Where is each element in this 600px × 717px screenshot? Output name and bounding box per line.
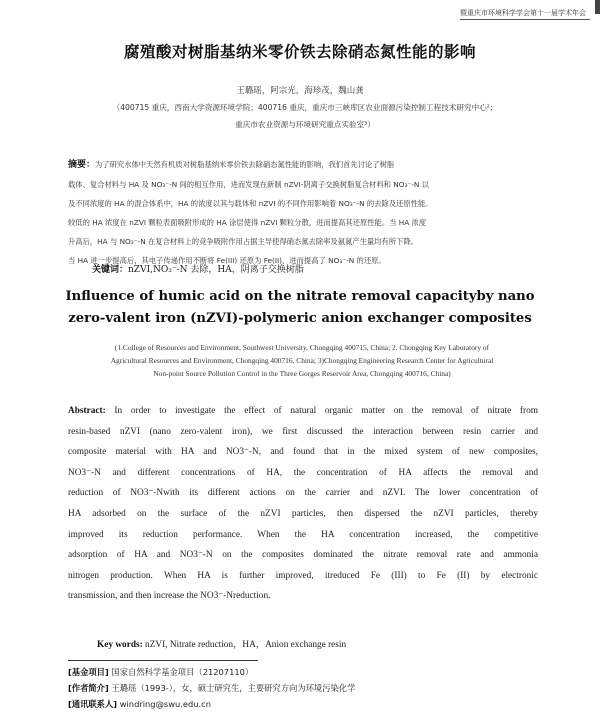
- title-english-line2: zero-valent iron (nZVI)-polymeric anion exchanger composites: [68, 311, 532, 326]
- abstract-chinese-line: 载体、复合材料与 HA 及 NO₃⁻-N 间的相互作用，进而发现在新制 nZVI-阴离子交换树脂复合材料和 NO₃⁻-N 以: [68, 180, 429, 189]
- footnote-fund: [基金项目] 国家自然科学基金项目（21207110）: [68, 667, 254, 677]
- abstract-english-line: Abstract: In order to investigate the effect of natural organic matter on the removal of nitrate from: [68, 406, 538, 416]
- abstract-english-line: resin-based nZVI (nano zero-valent iron), we first discussed the interaction between resin carrier and: [68, 426, 538, 437]
- keywords-english: [97, 636, 346, 650]
- footnote-rule: [68, 660, 258, 661]
- page-edge-marker: [595, 0, 600, 14]
- abstract-english-label: Abstract:: [68, 406, 106, 416]
- footnote-author-label: [作者简介]: [68, 683, 109, 693]
- abstract-english: [68, 401, 538, 607]
- keywords-chinese-label: 关键词：: [92, 265, 129, 275]
- abstract-english-line: composite material with HA and NO3⁻-N, and found that in the mixed system of new composites,: [68, 447, 538, 458]
- keywords-english-text: nZVI, Nitrate reduction，HA，Anion exchange resin: [145, 640, 347, 650]
- header-rule: [460, 19, 590, 20]
- affiliation-english-line1: (1.College of Resources and Environment, Southwest University, Chongqing 400715, China; 2. Chongqing Key Laboratory of: [114, 343, 490, 352]
- abstract-chinese-line: 当 HA 进一步提高后，其电子传递作用不断将 Fe(III) 还原为 Fe(II)，进而提高了 NO₃⁻-N 的还原。: [68, 256, 386, 265]
- contact-email: windring@swu.edu.cn: [119, 699, 211, 709]
- affiliation-chinese-line2: 重庆市农业资源与环境研究重点实验室³）: [235, 120, 375, 129]
- abstract-english-line: NO3⁻-N and different concentrations of HA, the concentration of HA affects the removal and: [68, 467, 538, 478]
- footnote-author: [作者简介] 王璐瑶（1993-），女，硕士研究生，主要研究方向为环境污染化学: [68, 683, 356, 693]
- keywords-chinese: [92, 262, 304, 275]
- abstract-chinese: [68, 155, 536, 270]
- title-chinese: 腐殖酸对树脂基纳米零价铁去除硝态氮性能的影响: [123, 43, 476, 61]
- abstract-english-line: reduction of NO3⁻-Nwith its different actions on the carrier and nZVI. The lower concentration of: [68, 488, 538, 499]
- footnote-contact: [68, 698, 211, 710]
- abstract-chinese-line: 及不同浓度的 HA 的混合体系中，HA 的浓度以其与载体和 nZVI 的不同作用影响着 NO₃⁻-N 的去除及还原性能。: [68, 199, 433, 208]
- abstract-english-line: transmission, and then increase the NO3⁻-Nreduction.: [68, 591, 271, 602]
- affiliation-chinese-line1: （400715 重庆，西南大学资源环境学院；400716 重庆，重庆市三峡库区农业面源污染控制工程技术研究中心²；: [112, 103, 498, 112]
- keywords-english-label: Key words:: [97, 640, 143, 650]
- abstract-english-line: nitrogen production. When HA is further improved, itreduced Fe (III) to Fe (II) by electronic: [68, 570, 538, 581]
- affiliation-english-line3: Non-point Source Pollution Control in the Three Gorges Reservoir Area, Chongqing 400716, China): [153, 369, 451, 378]
- abstract-chinese-line: 摘要：为了研究水体中天然有机质对树脂基纳米零价铁去除硝态氮性能的影响，我们首先讨论了树脂: [68, 160, 395, 170]
- abstract-chinese-line: 较低的 HA 浓度在 nZVI 颗粒表面吸附形成的 HA 涂层使得 nZVI 颗粒分散，进而提高其还原性能。当 HA 浓度: [68, 218, 427, 227]
- abstract-chinese-line: 升高后，HA 与 NO₃⁻-N 在复合材料上的竞争吸附作用占据主导使得硝态氮去除率及氨氮产生量均有所下降。: [68, 237, 418, 246]
- abstract-english-line: HA adsorbed on the surface of the nZVI particles, then dispersed the nZVI particles, thereby: [68, 508, 538, 519]
- affiliation-english-line2: Agricultural Resources and Environment, Chongqing 400716, China; 3)Chongqing Engineering Research Center for Agricultural: [110, 356, 494, 365]
- authors-chinese: 王璐瑶，阿宗光，海珍茂，魏山龚: [236, 86, 364, 96]
- abstract-english-line: improved its reduction performance. When the HA concentration increased, the competitive: [68, 529, 538, 540]
- footnote-fund-label: [基金项目]: [68, 667, 109, 677]
- keywords-chinese-text: nZVI,NO₃⁻-N 去除，HA，阴离子交换树脂: [128, 265, 304, 275]
- abstract-chinese-label: 摘要：: [68, 160, 96, 170]
- footnote-contact-label: [通讯联系人]: [68, 699, 118, 709]
- running-head: 暨重庆市环境科学学会第十一届学术年会: [460, 9, 586, 17]
- abstract-english-line: adsorption of HA and NO3⁻-N on the composites dominated the nitrate removal rate and ammonia: [68, 550, 538, 561]
- title-english-line1: Influence of humic acid on the nitrate removal capacityby nano: [65, 289, 535, 304]
